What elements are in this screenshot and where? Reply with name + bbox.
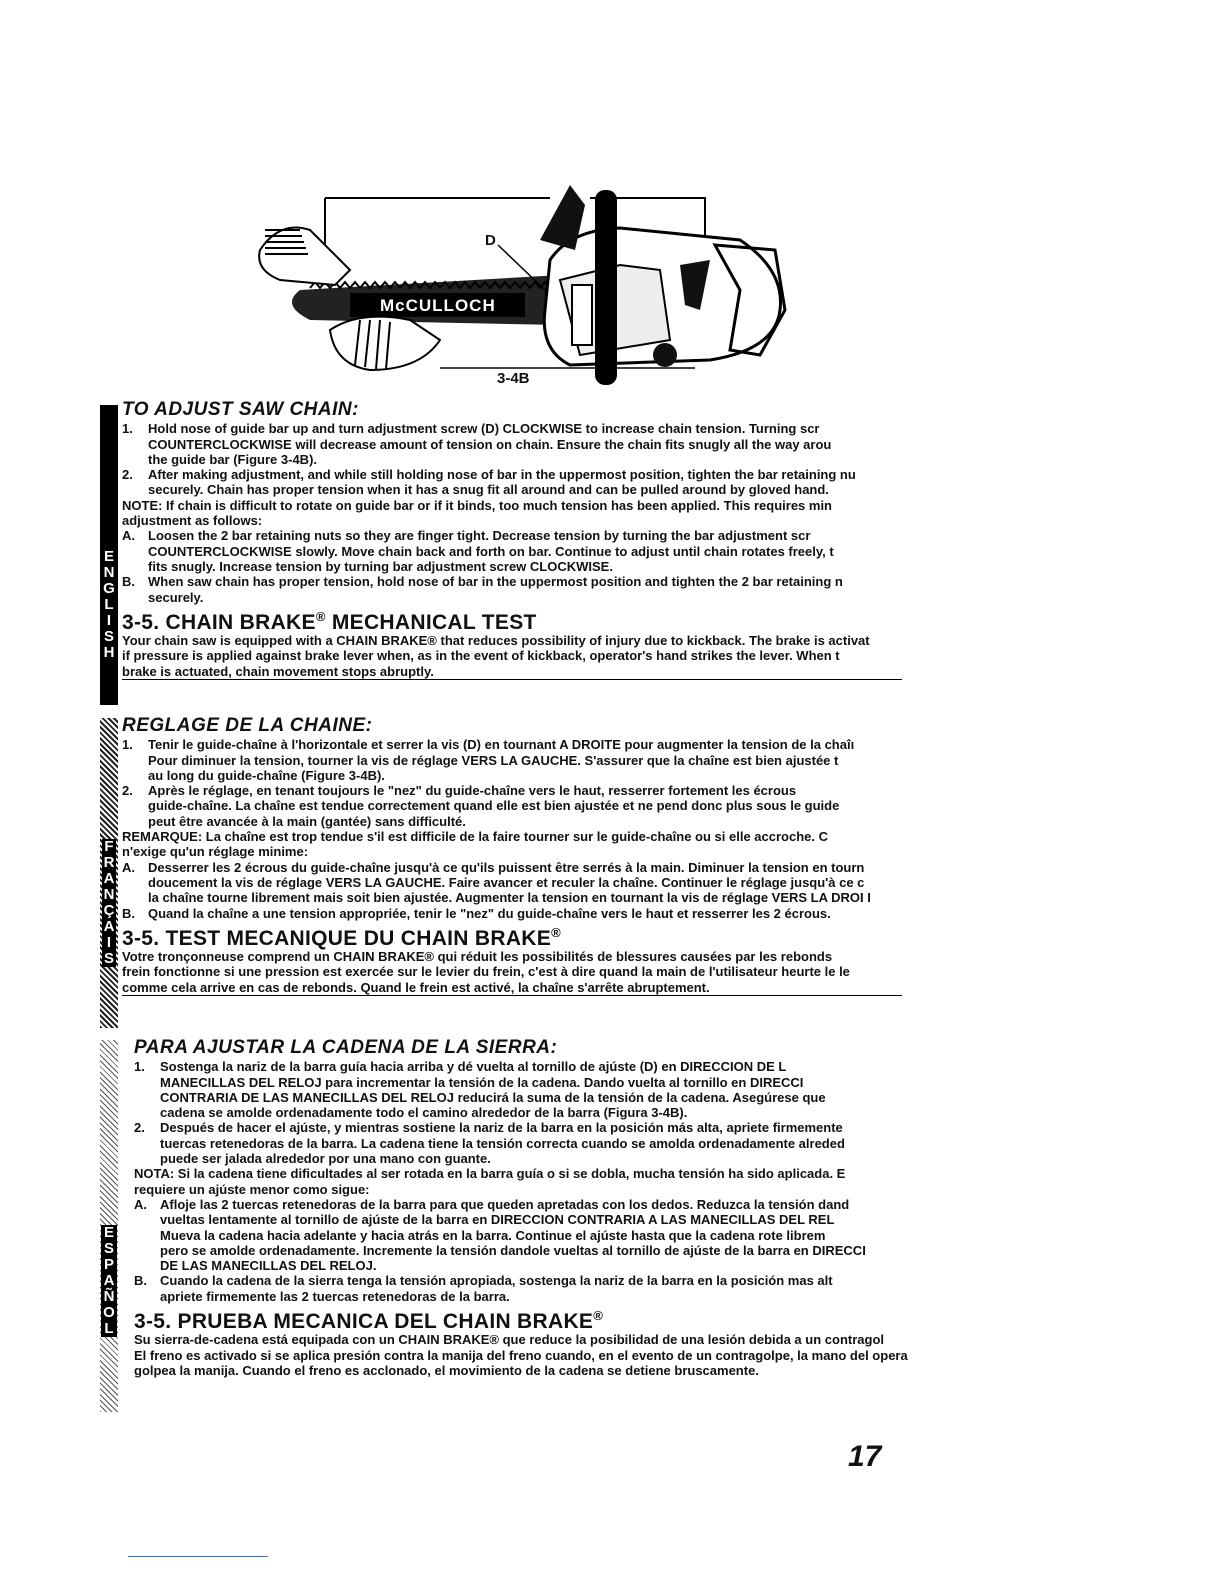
list-item: B. Quand la chaîne a une tension appropriée, tenir le "nez" du guide-chaîne vers le haut et resserrer les 2 écrous. bbox=[122, 905, 831, 921]
list-item: 2. Après le réglage, en tenant toujours le "nez" du guide-chaîne vers le haut, resserrer fortement les écrous guide-chaîne. La chaîne est tendue correctement quand elle est bien ajustée et ne pend donc plus sous le guide peut être avancée à la main (gantée) sans difficulté. bbox=[122, 783, 840, 829]
english-tab: E N G L I S H bbox=[100, 405, 118, 705]
section-title: PARA AJUSTAR LA CADENA DE LA SIERRA: bbox=[134, 1037, 558, 1058]
list-item: 2. Después de hacer el ajúste, y mientras sostiene la nariz de la barra en la posición más alta, apriete firmemente tuercas retenedoras de la barra. La cadena tiene la tensión correcta cuando se amolda ordenadamente alreded puede ser jalada alrededor por una mano con guante. bbox=[134, 1120, 845, 1167]
brand-logo: McCULLOCH bbox=[380, 296, 496, 315]
note: REMARQUE: La chaîne est trop tendue s'il est difficile de la faire tourner sur le guide-chaîne ou si elle accroche. C n'exige qu'un réglage minime: bbox=[122, 829, 828, 860]
french-tab: F R A N Ç A I S bbox=[100, 718, 118, 1028]
list-item: B. Cuando la cadena de la sierra tenga la tensión apropiada, sostenga la nariz de la barra en la posición mas alt apriete firmemente las 2 tuercas retenedoras de la barra. bbox=[134, 1273, 833, 1304]
list-item: 2. After making adjustment, and while still holding nose of bar in the uppermost position, tighten the bar retaining nu securely. Chain has proper tension when it has a snug fit all around and can be pulled around by gloved hand. bbox=[122, 467, 856, 498]
test-title: 3-5. TEST MECANIQUE DU CHAIN BRAKE® bbox=[122, 924, 561, 950]
figure-label: 3-4B bbox=[497, 370, 530, 387]
note: NOTA: Si la cadena tiene dificultades al ser rotada en la barra guía o si se dobla, mucha tensión ha sido aplicada. E requiere un ajúste menor como sigue: bbox=[134, 1166, 846, 1197]
english-section bbox=[100, 399, 1224, 710]
list-item: B. When saw chain has proper tension, hold nose of bar in the uppermost position and tighten the 2 bar retaining n securely. bbox=[122, 574, 843, 605]
section-title: REGLAGE DE LA CHAINE: bbox=[122, 715, 373, 736]
list-item: 1. Sostenga la nariz de la barra guía hacia arriba y dé vuelta al tornillo de ajúste (D) en DIRECCION DE L MANECILLAS DEL RELOJ para incrementar la tensión de la cadena. Dando vuelta al tornillo en DIRECCI CONTRARIA DE LAS MANECILLAS DEL RELOJ reducirá la suma de la tensión de la cadena. Asegúrese que cadena se amolde ordenadamente todo el camino alrededor de la barra (Figura 3-4B). bbox=[134, 1059, 826, 1121]
test-title: 3-5. CHAIN BRAKE® MECHANICAL TEST bbox=[122, 608, 537, 634]
test-text: Su sierra-de-cadena está equipada con un CHAIN BRAKE® que reduce la posibilidad de una lesión debida a un contragol El freno es activado si se aplica presión contra la manija del freno cuando, en el evento de un contragolpe, la mano del opera golpea la manija. Cuando el freno es acclonado, el movimiento de la cadena se detiene bruscamente. bbox=[134, 1332, 908, 1378]
section-title: TO ADJUST SAW CHAIN: bbox=[122, 399, 359, 420]
list-item: 1. Hold nose of guide bar up and turn adjustment screw (D) CLOCKWISE to increase chain tension. Turning scr COUNTERCLOCKWISE will decrease amount of tension on chain. Ensure the chain fits snugly all the way arou the guide bar (Figure 3-4B). bbox=[122, 421, 832, 467]
chainsaw-illustration bbox=[240, 170, 800, 395]
note: NOTE: If chain is difficult to rotate on guide bar or if it binds, too much tension has been applied. This requires min adjustment as follows: bbox=[122, 497, 832, 529]
test-title: 3-5. PRUEBA MECANICA DEL CHAIN BRAKE® bbox=[134, 1308, 604, 1334]
test-text: Votre tronçonneuse comprend un CHAIN BRAKE® qui réduit les possibilités de blessures causées par les rebonds frein fonctionne si une pression est exercée sur le levier du frein, c'est à dire quand la main de l'utilisateur heurte le le comme cela arrive en cas de rebonds. Quand le frein est activé, la chaîne s'arrête abruptement. bbox=[122, 949, 902, 996]
list-item: 1. Tenir le guide-chaîne à l'horizontale et serrer la vis (D) en tournant A DROITE pour augmenter la tension de la chaîı Pour diminuer la tension, tourner la vis de réglage VERS LA GAUCHE. S'assurer que la chaîne est bien ajustée t au long du guide-chaîne (Figure 3-4B). bbox=[122, 737, 855, 783]
list-item: A. Loosen the 2 bar retaining nuts so they are finger tight. Decrease tension by turning the bar adjustment scr COUNTERCLOCKWISE slowly. Move chain back and forth on bar. Continue to adjust until chain rotates freely, t fits snugly. Increase tension by turning bar adjustment screw CLOCKWISE. bbox=[122, 528, 834, 574]
list-item: A. Afloje las 2 tuercas retenedoras de la barra para que queden apretadas con los dedos. Reduzca la tensión dand vueltas lentamente al tornillo de ajúste de la barra en DIRECCION CONTRARIA A LAS MANECILLAS DEL REL Mueva la cadena hacia adelante y hacia atrás en la barra. Continue el ajúste hasta que la cadena rote librem pero se amolde ordenadamente. Incremente la tensión dandole vueltas al tornillo de ajúste de la barra en DIRECCI DE LAS MANECILLAS DEL RELOJ. bbox=[134, 1196, 866, 1274]
spanish-section bbox=[100, 1037, 1224, 1415]
spanish-tab: E S P A Ñ O L bbox=[100, 1040, 118, 1412]
list-item: A. Desserrer les 2 écrous du guide-chaîne jusqu'à ce qu'ils puissent être serrés à la main. Diminuer la tension en tourn doucement la vis de réglage VERS LA GAUCHE. Faire avancer et reculer la chaîne. Continuer le réglage jusqu'à ce c la chaîne tourne librement mais soit bien ajustée. Augmenter la tension en tournant la vis de réglage VERS LA DROI I bbox=[122, 859, 871, 906]
chainsaw-figure bbox=[240, 170, 800, 395]
footer-divider bbox=[128, 1556, 268, 1557]
french-section bbox=[100, 715, 1224, 1033]
callout-d: D bbox=[485, 232, 496, 249]
test-text: Your chain saw is equipped with a CHAIN BRAKE® that reduces possibility of injury due to kickback. The brake is activat if pressure is applied against brake lever when, as in the event of kickback, operator's hand strikes the lever. When t brake is actuated, chain movement stops abruptly. bbox=[122, 633, 902, 680]
page-number: 17 bbox=[848, 1440, 882, 1473]
